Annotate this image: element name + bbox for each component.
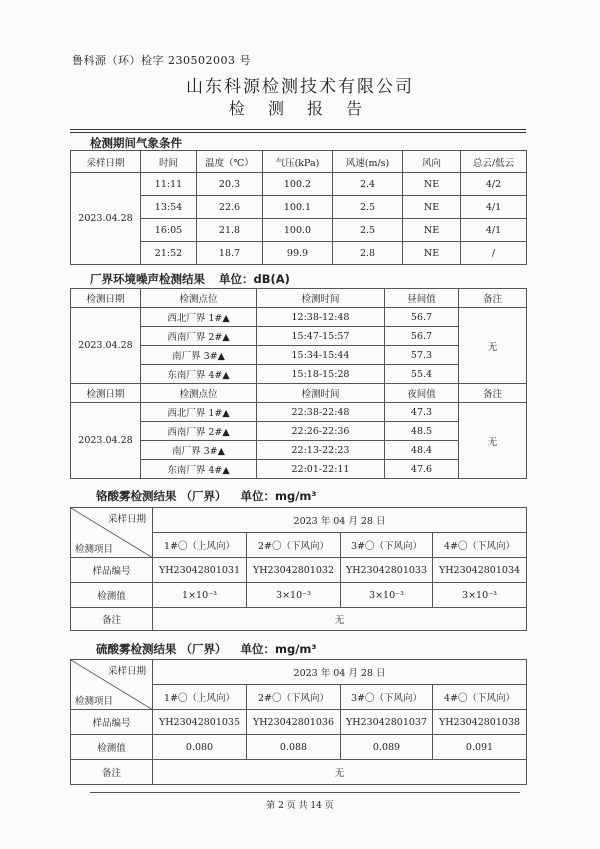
cell: 21:52 (141, 242, 197, 265)
test-value: 3×10⁻³ (247, 583, 341, 608)
cell: 西北厂界 1#▲ (141, 308, 257, 327)
col-date: 检测日期 (71, 384, 141, 403)
sulfuric-sample-row (71, 710, 527, 735)
weather-section-title: 检测期间气象条件 (90, 136, 182, 150)
cell: NE (403, 242, 461, 265)
cell: 11:11 (141, 173, 197, 196)
remark-value: 无 (153, 608, 527, 631)
chromic-section-title (96, 488, 316, 504)
col-temperature: 温度（℃） (197, 151, 263, 173)
cell: 西南厂界 2#▲ (141, 422, 257, 441)
cell: 4/1 (461, 219, 527, 242)
corner-sample-date: 采样日期 (107, 666, 146, 677)
col-night-value: 夜间值 (385, 384, 459, 403)
noise-night-date: 2023.04.28 (71, 403, 141, 479)
corner-test-item: 检测项目 (75, 696, 114, 707)
cell: NE (403, 219, 461, 242)
cell: 15:18-15:28 (257, 365, 385, 384)
weather-table (70, 150, 527, 265)
test-value: 3×10⁻³ (433, 583, 527, 608)
sample-id: YH23042801038 (433, 710, 527, 735)
col-remark: 备注 (459, 384, 527, 403)
col-time: 检测时间 (257, 384, 385, 403)
col-pressure: 气压(kPa) (263, 151, 333, 173)
col-remark: 备注 (459, 289, 527, 308)
cell: 南厂界 3#▲ (141, 346, 257, 365)
chromic-table (70, 507, 527, 631)
test-value: 1×10⁻³ (153, 583, 247, 608)
sample-id: YH23042801034 (433, 558, 527, 583)
cell: 21.8 (197, 219, 263, 242)
noise-unit: 单位：dB(A) (219, 272, 290, 286)
cell: 99.9 (263, 242, 333, 265)
chromic-unit: 单位：mg/m³ (240, 489, 317, 503)
sample-label: 样品编号 (71, 558, 153, 583)
test-value: 0.089 (341, 735, 433, 760)
cell: NE (403, 173, 461, 196)
noise-day-header-row (71, 289, 527, 308)
sulfuric-corner-cell (71, 660, 153, 710)
col-wind-speed: 风速(m/s) (333, 151, 403, 173)
noise-table (70, 288, 527, 479)
noise-title: 厂界环境噪声检测结果 (90, 272, 205, 286)
chromic-date-row (71, 508, 527, 533)
cell: 13:54 (141, 196, 197, 219)
cell: 16:05 (141, 219, 197, 242)
cell: 47.3 (385, 403, 459, 422)
cell: 2.5 (333, 196, 403, 219)
page-number: 第 2 页 共 14 页 (266, 801, 334, 811)
noise-day-date: 2023.04.28 (71, 308, 141, 384)
cell: 西北厂界 1#▲ (141, 403, 257, 422)
sample-id: YH23042801037 (341, 710, 433, 735)
corner-sample-date: 采样日期 (107, 514, 146, 525)
cell: 22:01-22:11 (257, 460, 385, 479)
noise-night-row (71, 403, 527, 422)
document-number: 鲁科源（环）检字 230502003 号 (72, 54, 251, 67)
sample-id: YH23042801033 (341, 558, 433, 583)
col-time: 检测时间 (257, 289, 385, 308)
remark-label: 备注 (71, 608, 153, 631)
chromic-value-row (71, 583, 527, 608)
sample-id: YH23042801036 (247, 710, 341, 735)
col-cloud-cover: 总云/低云 (461, 151, 527, 173)
sulfuric-section-title (96, 641, 316, 657)
cell: 48.5 (385, 422, 459, 441)
weather-date: 2023.04.28 (71, 173, 141, 265)
test-value: 0.088 (247, 735, 341, 760)
cell: 100.2 (263, 173, 333, 196)
sulfuric-date-row (71, 660, 527, 685)
cell: 2.4 (333, 173, 403, 196)
cell: 56.7 (385, 327, 459, 346)
cell: 15:34-15:44 (257, 346, 385, 365)
test-value: 0.080 (153, 735, 247, 760)
cell: 20.3 (197, 173, 263, 196)
point-4: 4#〇（下风向） (433, 685, 527, 710)
title-rule-bottom (70, 132, 526, 133)
noise-night-remark: 无 (459, 403, 527, 479)
weather-header-row (71, 151, 527, 173)
noise-day-row (71, 308, 527, 327)
weather-row (71, 173, 527, 196)
noise-day-remark: 无 (459, 308, 527, 384)
chromic-sample-row (71, 558, 527, 583)
col-point: 检测点位 (141, 384, 257, 403)
cell: 22.6 (197, 196, 263, 219)
noise-night-header-row (71, 384, 527, 403)
sample-id: YH23042801032 (247, 558, 341, 583)
cell: 22:13-22:23 (257, 441, 385, 460)
sulfuric-value-row (71, 735, 527, 760)
noise-section-title (90, 271, 290, 287)
sulfuric-remark-row (71, 760, 527, 785)
cell: 56.7 (385, 308, 459, 327)
test-value: 3×10⁻³ (341, 583, 433, 608)
company-name: 山东科源检测技术有限公司 (186, 77, 414, 97)
point-3: 3#〇（下风向） (341, 685, 433, 710)
cell: 东南厂界 4#▲ (141, 460, 257, 479)
col-sample-date: 采样日期 (71, 151, 141, 173)
sulfuric-date: 2023 年 04 月 28 日 (153, 660, 527, 685)
cell: 55.4 (385, 365, 459, 384)
cell: 22:26-22:36 (257, 422, 385, 441)
cell: 东南厂界 4#▲ (141, 365, 257, 384)
cell: 12:38-12:48 (257, 308, 385, 327)
cell: 18.7 (197, 242, 263, 265)
remark-label: 备注 (71, 760, 153, 785)
report-title: 检 测 报 告 (228, 99, 372, 118)
point-2: 2#〇（下风向） (247, 685, 341, 710)
value-label: 检测值 (71, 583, 153, 608)
cell: 2.8 (333, 242, 403, 265)
cell: NE (403, 196, 461, 219)
col-day-value: 昼间值 (385, 289, 459, 308)
cell: / (461, 242, 527, 265)
value-label: 检测值 (71, 735, 153, 760)
test-value: 0.091 (433, 735, 527, 760)
cell: 100.1 (263, 196, 333, 219)
col-time: 时间 (141, 151, 197, 173)
cell: 15:47-15:57 (257, 327, 385, 346)
cell: 47.6 (385, 460, 459, 479)
footer-rule (90, 792, 520, 793)
chromic-date: 2023 年 04 月 28 日 (153, 508, 527, 533)
cell: 57.3 (385, 346, 459, 365)
title-rule-top (70, 129, 526, 130)
cell: 100.0 (263, 219, 333, 242)
sample-label: 样品编号 (71, 710, 153, 735)
point-1: 1#〇（上风向） (153, 685, 247, 710)
cell: 22:38-22:48 (257, 403, 385, 422)
chromic-corner-cell (71, 508, 153, 558)
corner-test-item: 检测项目 (75, 544, 114, 555)
sulfuric-unit: 单位：mg/m³ (240, 642, 317, 656)
point-3: 3#〇（下风向） (341, 533, 433, 558)
cell: 南厂界 3#▲ (141, 441, 257, 460)
remark-value: 无 (153, 760, 527, 785)
col-point: 检测点位 (141, 289, 257, 308)
point-2: 2#〇（下风向） (247, 533, 341, 558)
chromic-remark-row (71, 608, 527, 631)
chromic-title: 铬酸雾检测结果 （厂界） (96, 489, 227, 503)
cell: 48.4 (385, 441, 459, 460)
cell: 西南厂界 2#▲ (141, 327, 257, 346)
sample-id: YH23042801031 (153, 558, 247, 583)
sample-id: YH23042801035 (153, 710, 247, 735)
col-date: 检测日期 (71, 289, 141, 308)
sulfuric-title: 硫酸雾检测结果 （厂界） (96, 642, 227, 656)
col-wind-direction: 风向 (403, 151, 461, 173)
cell: 4/1 (461, 196, 527, 219)
cell: 2.5 (333, 219, 403, 242)
point-1: 1#〇（上风向） (153, 533, 247, 558)
sulfuric-table (70, 659, 527, 785)
cell: 4/2 (461, 173, 527, 196)
point-4: 4#〇（下风向） (433, 533, 527, 558)
